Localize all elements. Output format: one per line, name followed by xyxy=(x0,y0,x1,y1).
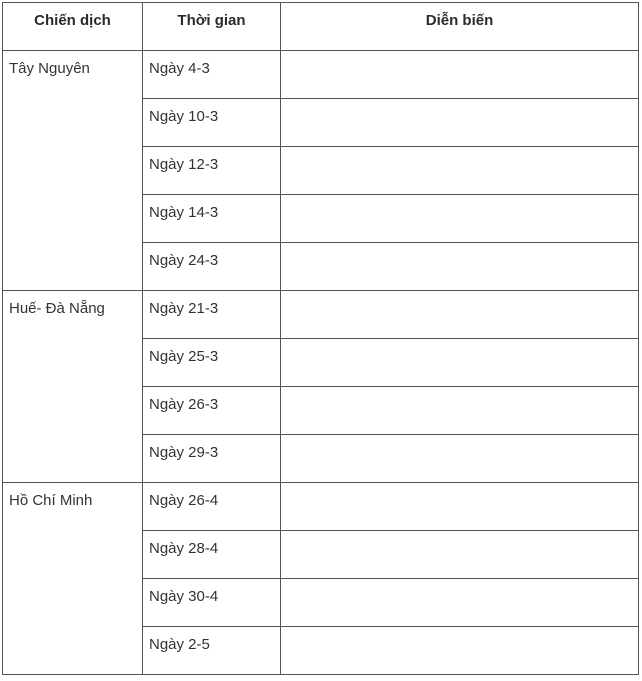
events-cell xyxy=(281,51,639,99)
events-cell xyxy=(281,579,639,627)
header-time: Thời gian xyxy=(143,3,281,51)
campaign-table xyxy=(2,2,639,675)
events-cell xyxy=(281,339,639,387)
campaign-table-container xyxy=(2,2,638,675)
events-cell xyxy=(281,435,639,483)
header-campaign: Chiến dịch xyxy=(3,3,143,51)
date-cell: Ngày 10-3 xyxy=(143,99,281,147)
events-cell xyxy=(281,627,639,675)
events-cell xyxy=(281,99,639,147)
campaign-name: Huế- Đà Nẵng xyxy=(3,291,143,483)
events-cell xyxy=(281,243,639,291)
events-cell xyxy=(281,483,639,531)
campaign-name: Hồ Chí Minh xyxy=(3,483,143,675)
date-cell: Ngày 28-4 xyxy=(143,531,281,579)
date-cell: Ngày 30-4 xyxy=(143,579,281,627)
date-cell: Ngày 12-3 xyxy=(143,147,281,195)
date-cell: Ngày 26-4 xyxy=(143,483,281,531)
table-row xyxy=(3,483,639,531)
date-cell: Ngày 21-3 xyxy=(143,291,281,339)
table-row xyxy=(3,51,639,99)
events-cell xyxy=(281,291,639,339)
date-cell: Ngày 29-3 xyxy=(143,435,281,483)
date-cell: Ngày 24-3 xyxy=(143,243,281,291)
date-cell: Ngày 4-3 xyxy=(143,51,281,99)
events-cell xyxy=(281,195,639,243)
header-events: Diễn biến xyxy=(281,3,639,51)
date-cell: Ngày 2-5 xyxy=(143,627,281,675)
date-cell: Ngày 25-3 xyxy=(143,339,281,387)
events-cell xyxy=(281,387,639,435)
events-cell xyxy=(281,147,639,195)
table-row xyxy=(3,291,639,339)
date-cell: Ngày 14-3 xyxy=(143,195,281,243)
events-cell xyxy=(281,531,639,579)
date-cell: Ngày 26-3 xyxy=(143,387,281,435)
header-row xyxy=(3,3,639,51)
campaign-name: Tây Nguyên xyxy=(3,51,143,291)
